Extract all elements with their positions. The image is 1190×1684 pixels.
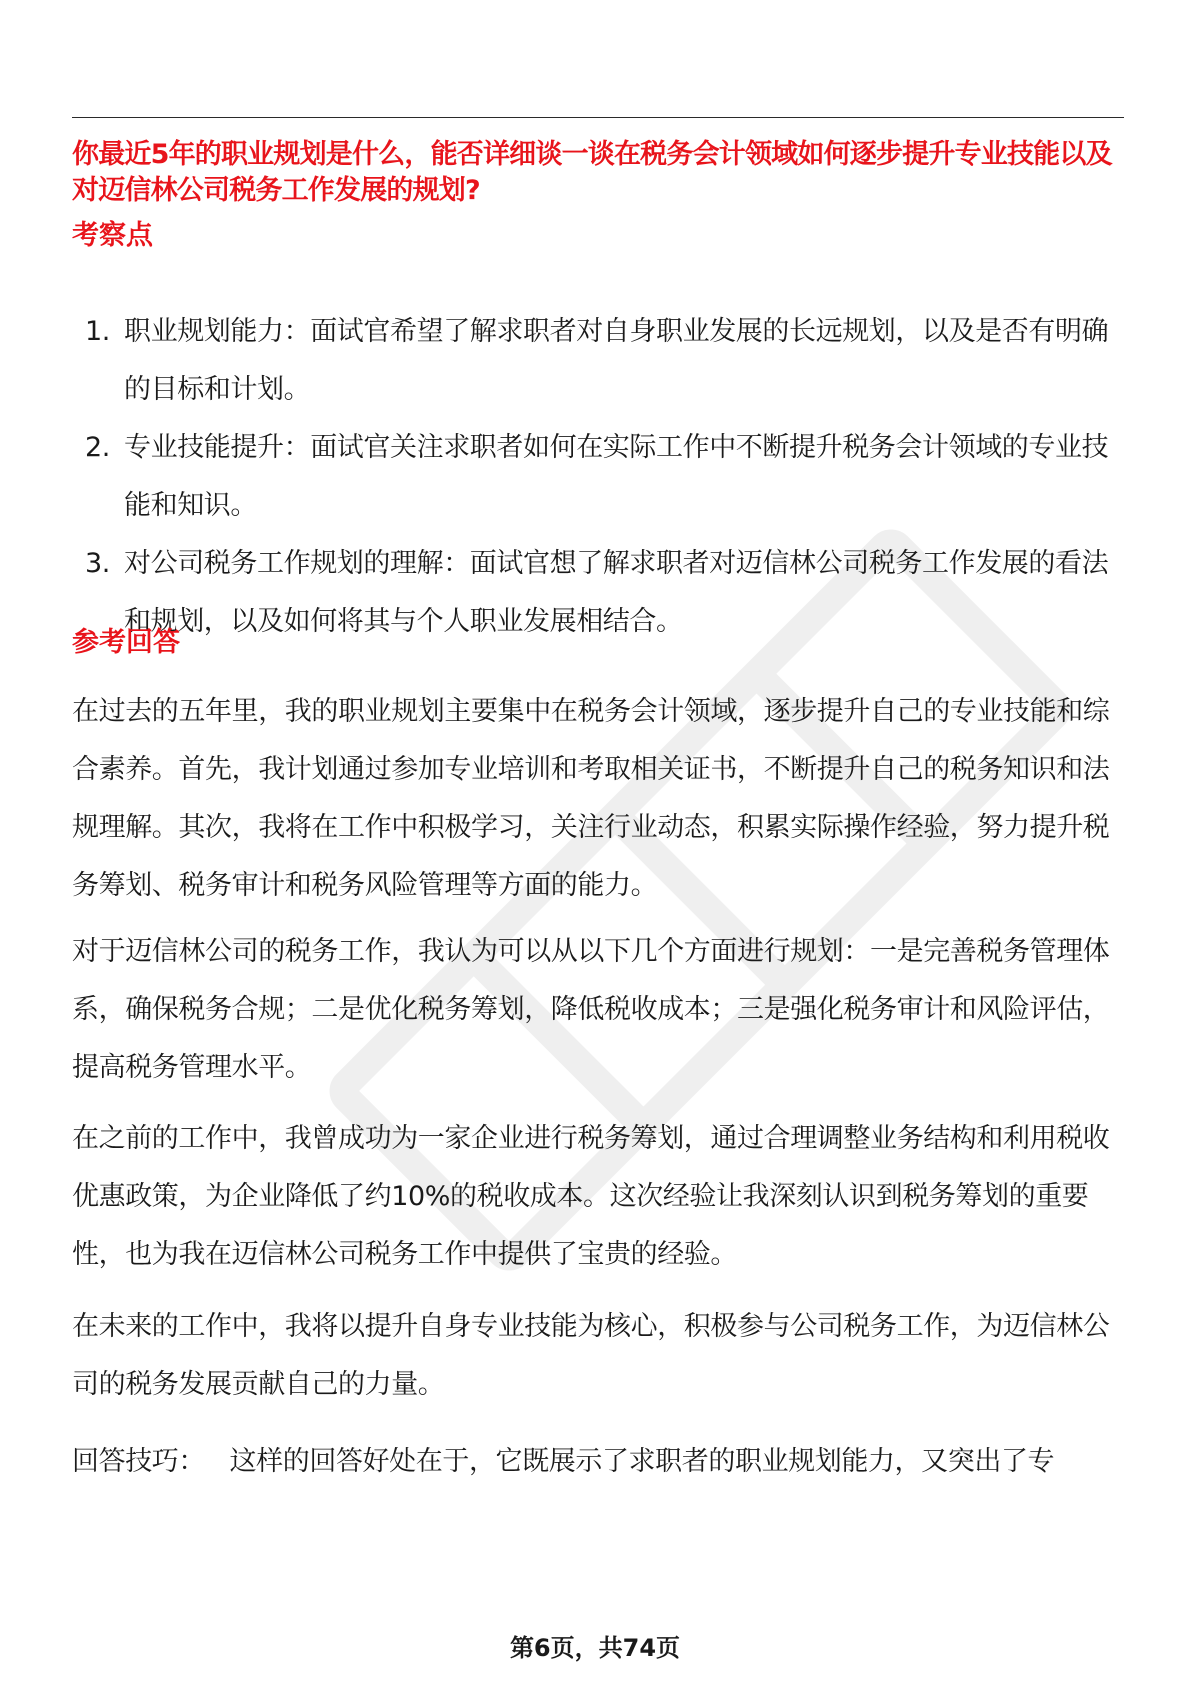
answer-paragraph: 在未来的工作中，我将以提升自身专业技能为核心，积极参与公司税务工作，为迈信林公司的税务发展贡献自己的力量。 — [72, 1311, 1110, 1400]
answer-paragraph: 在之前的工作中，我曾成功为一家企业进行税务筹划，通过合理调整业务结构和利用税收优惠政策，为企业降低了约10%的税收成本。这次经验让我深刻认识到税务筹划的重要性，也为我在迈信林公司税务工作中提供了宝贵的经验。 — [72, 1123, 1110, 1270]
section-heading-answer: 参考回答 — [72, 627, 180, 658]
list-text: 专业技能提升：面试官关注求职者如何在实际工作中不断提升税务会计领域的专业技能和知识。 — [124, 432, 1109, 521]
answer-paragraph: 对于迈信林公司的税务工作，我认为可以从以下几个方面进行规划：一是完善税务管理体系，确保税务合规；二是优化税务筹划，降低税收成本；三是强化税务审计和风险评估，提高税务管理水平。 — [72, 936, 1110, 1083]
list-item — [72, 535, 1132, 651]
answer-tip: 回答技巧： 这样的回答好处在于，它既展示了求职者的职业规划能力，又突出了专 — [72, 1446, 1055, 1477]
list-number: 1. — [85, 316, 110, 347]
question-title: 你最近5年的职业规划是什么，能否详细谈一谈在税务会计领域如何逐步提升专业技能以及对迈信林公司税务工作发展的规划? — [72, 139, 1112, 206]
section-heading-points: 考察点 — [72, 220, 153, 251]
page-number: 第6页，共74页 — [509, 1634, 681, 1662]
list-text: 对公司税务工作规划的理解：面试官想了解求职者对迈信林公司税务工作发展的看法和规划，以及如何将其与个人职业发展相结合。 — [124, 548, 1109, 637]
answer-paragraph: 在过去的五年里，我的职业规划主要集中在税务会计领域，逐步提升自己的专业技能和综合素养。首先，我计划通过参加专业培训和考取相关证书，不断提升自己的税务知识和法规理解。其次，我将在工作中积极学习，关注行业动态，积累实际操作经验，努力提升税务筹划、税务审计和税务风险管理等方面的能力。 — [72, 696, 1110, 901]
points-list — [72, 303, 1132, 651]
list-item — [72, 303, 1132, 419]
list-number: 3. — [85, 548, 110, 579]
list-item — [72, 419, 1132, 535]
list-text: 职业规划能力：面试官希望了解求职者对自身职业发展的长远规划，以及是否有明确的目标和计划。 — [124, 316, 1109, 405]
top-divider — [72, 117, 1124, 118]
list-number: 2. — [85, 432, 110, 463]
